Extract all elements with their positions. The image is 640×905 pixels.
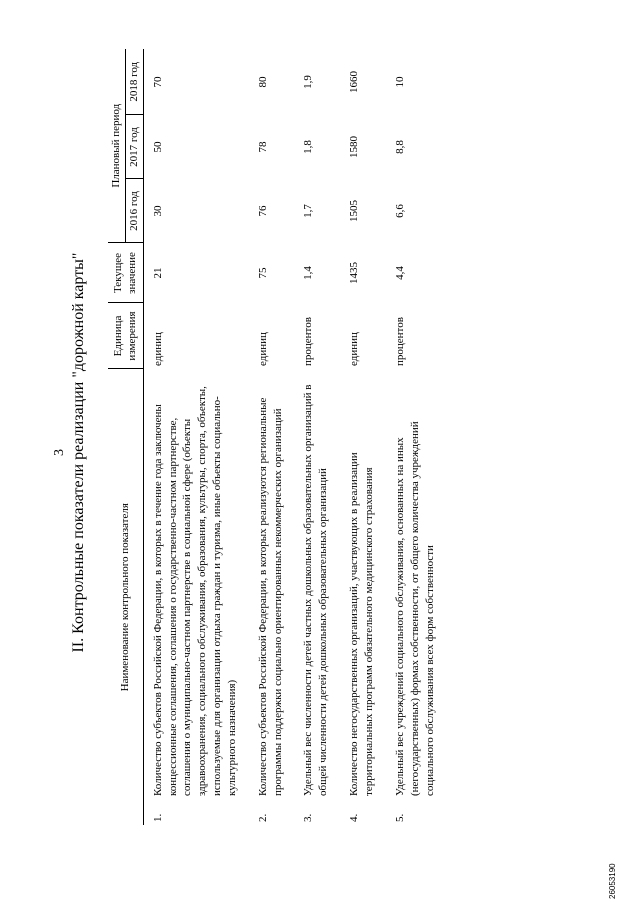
current-value: 1435 [348,261,361,284]
indicator-name: Удельный вес учреждений социального обслуживания, основанных на иных (негосударственных) формах собственности, от общего количества учреждений социального обслуживания всех форм собственности [393,421,436,796]
unit-value: единиц [348,332,361,366]
indicator-name: Количество субъектов Российской Федерации, в которых реализуются региональные программы поддержки социально ориентированных некоммерческих организаций [256,397,284,796]
header-name: Наименование контрольного показателя [108,369,143,825]
table-row [386,49,447,825]
table-row [340,49,386,825]
current-value: 21 [151,267,164,279]
row-number: 4. [348,813,361,822]
indicator-name: Количество негосударственных организаций, участвующих в реализации территориальных программ обязательного медицинского страхования [348,452,375,796]
header-year-2016: 2016 год [125,179,143,243]
row-number: 3. [302,813,315,822]
table-row [249,49,295,825]
unit-value: единиц [151,332,164,366]
header-current: Текущее значение [108,243,143,303]
header-planned: Плановый период [108,49,125,243]
unit-value: процентов [393,317,406,366]
header-year-2018: 2018 год [125,49,143,115]
unit-value: процентов [302,317,315,366]
section-title: II. Контрольные показатели реализации "дорожной карты" [70,252,87,653]
header-unit: Единица измерения [108,303,143,369]
table-row [143,49,249,825]
value-2017: 8,8 [393,140,406,154]
indicator-name: Удельный вес численности детей частных дошкольных образовательных организаций в общей численности детей дошкольных образовательных организаций [302,384,330,796]
row-number: 1. [151,813,164,822]
control-indicators-table [108,49,446,825]
page-number: 3 [52,449,67,456]
value-2017: 1,8 [302,140,315,154]
value-2016: 76 [256,205,269,217]
value-2018: 70 [151,76,164,88]
value-2018: 10 [393,76,406,88]
value-2017: 50 [151,141,164,153]
value-2018: 80 [256,76,269,88]
table-row [294,49,340,825]
row-number: 5. [393,813,406,822]
value-2016: 30 [151,205,164,217]
current-value: 75 [256,267,269,279]
value-2016: 1505 [348,199,361,222]
value-2016: 6,6 [393,204,406,218]
value-2018: 1660 [348,70,361,93]
unit-value: единиц [256,332,269,366]
value-2018: 1,9 [302,75,315,89]
value-2017: 78 [256,141,269,153]
document-code: 26053190 [608,863,617,899]
indicator-name: Количество субъектов Российской Федерации, в которых в течение года заключены концессионные соглашения, соглашения о государственно-частном партнерстве, соглашения о муниципально-частном партнерстве в социальной сфере (объекты здравоохранения, социального обслуживания, образования, культуры, спорта, объекты, используемые для организации отдыха граждан и туризма, иные объекты социально-культурного назначения) [151,386,238,796]
header-year-2017: 2017 год [125,115,143,179]
value-2017: 1580 [348,135,361,158]
row-number: 2. [256,813,269,822]
current-value: 4,4 [393,266,406,280]
current-value: 1,4 [302,266,315,280]
value-2016: 1,7 [302,204,315,218]
